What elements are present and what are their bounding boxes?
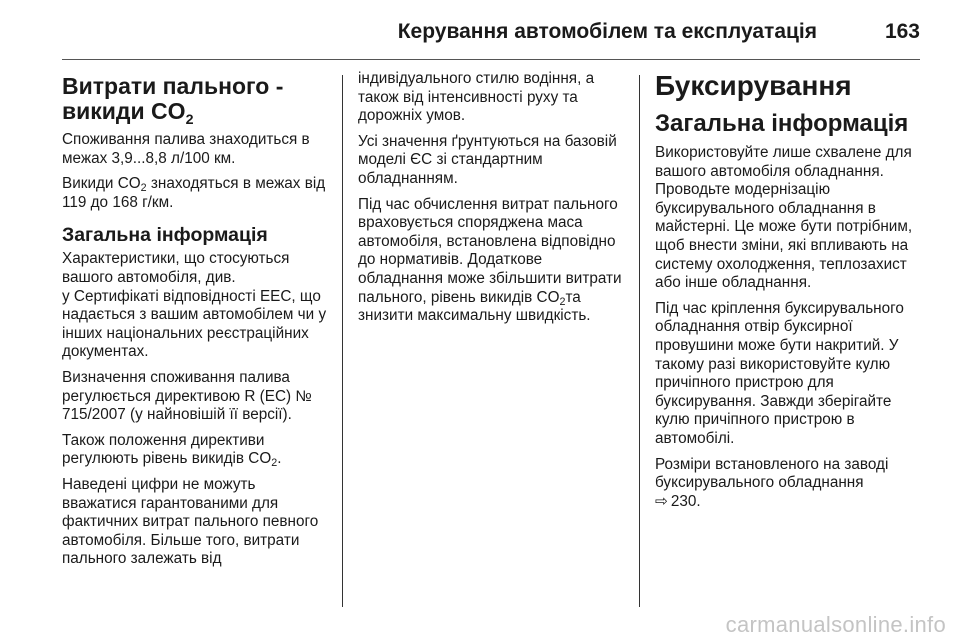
subsection-title-general-towing: Загальна інформація [655, 110, 909, 137]
paragraph-characteristics: Характеристики, що стосуються вашого автомобіля, див. [62, 250, 290, 286]
watermark: carmanualsonline.info [725, 612, 946, 637]
arrow-reference-icon: ⇨ [655, 492, 668, 510]
page-reference-link[interactable]: 230. [670, 492, 701, 510]
paragraph-certificate: у Сертифікаті відповідності ЕЕС, що надається з вашим автомобілем чи у інших національних реєстраційних документах. [62, 287, 327, 361]
paragraph-directive: Визначення споживання палива регулюється директивою R (ЕС) № 715/2007 (у найновішій її версії). [62, 368, 312, 424]
subscript-2: 2 [185, 112, 194, 128]
text-part: . [277, 450, 282, 468]
section-title-emissions [62, 73, 334, 128]
column-3 [655, 64, 927, 518]
paragraph-dimensions [655, 456, 927, 512]
subscript-2: 2 [559, 295, 566, 308]
text-part: Викиди CO [62, 175, 141, 193]
paragraph-figures-disclaimer: Наведені цифри не можуть вважатися гарантованими для фактичних витрат пального певного автомобіля. Більше того, витрати пального залежать від [62, 475, 319, 568]
column-divider-2 [639, 75, 640, 607]
column-divider-1 [342, 75, 343, 607]
column-1 [62, 64, 334, 576]
header-title: Керування автомобілем та експлуатація [397, 20, 817, 43]
page-header [40, 18, 920, 54]
header-divider [62, 59, 920, 60]
paragraph-towing-eye: Під час кріплення буксирувального обладнання отвір буксирної провушини може бути накритий. У такому разі використовуйте кулю причіпного пристрою для буксирування. Завжди зберігайте кулю причіпного пристрою в автомобілі. [655, 299, 904, 447]
page-number: 163 [884, 20, 920, 43]
section-title-line-1: Витрати пального - [62, 73, 284, 99]
text-part: Також положення директиви регулюють рівень викидів CO [62, 431, 272, 468]
paragraph-calculation [358, 196, 630, 326]
text-part: Розміри встановленого на заводі буксирувального обладнання [655, 455, 889, 492]
paragraph-consumption: Споживання палива знаходиться в межах 3,9...8,8 л/100 км. [62, 131, 310, 167]
subscript-2: 2 [140, 182, 147, 195]
section-title-line-2: викиди CO [62, 98, 186, 124]
column-2 [358, 70, 630, 333]
paragraph-approved-equipment: Використовуйте лише схвалене для вашого автомобіля обладнання. Проводьте модернізацію буксирувального обладнання в майстерні. Це може бути потрібним, щоб внести зміни, які впливають на систему охолодження, теплозахист або інше обладнання. [655, 144, 913, 292]
text-part: та знизити максимальну швидкість. [358, 288, 591, 325]
text-part: знаходяться в межах від 119 до 168 г/км. [62, 175, 326, 211]
paragraph-co2-range [62, 175, 334, 212]
subsection-title-general: Загальна інформація [62, 224, 268, 247]
section-title-towing: Буксирування [655, 70, 852, 101]
subscript-2: 2 [271, 457, 278, 470]
paragraph-directive-co2 [62, 432, 334, 469]
text-part: Під час обчислення витрат пального враховується споряджена маса автомобіля, встановлена відповідно до нормативів. Додаткове обладнання може збільшити витрати пального, рівень викидів CO [358, 195, 622, 306]
paragraph-base-model: Усі значення ґрунтуються на базовій моделі ЄС зі стандартним обладнанням. [358, 132, 617, 187]
paragraph-driving-style: індивідуального стилю водіння, а також від інтенсивності руху та дорожніх умов. [358, 70, 595, 125]
